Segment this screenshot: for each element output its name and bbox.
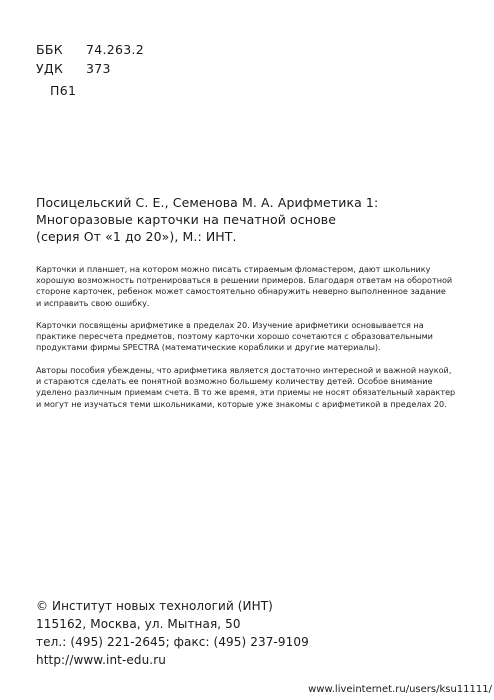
paragraph-line: продуктами фирмы SPECTRA (математические кораблики и другие материалы). — [36, 342, 381, 353]
paragraph-line: Авторы пособия убеждены, что арифметика является достаточно интересной и важной наукой, — [36, 365, 452, 375]
bibliographic-line: Многоразовые карточки на печатной основе — [36, 212, 337, 227]
bibliographic-description — [36, 194, 378, 245]
publisher-imprint — [36, 597, 309, 669]
paragraph-line: хорошую возможность потренироваться в решении примеров. Благодаря ответам на оборотной — [36, 275, 453, 286]
bbk-value: 74.263.2 — [86, 42, 145, 57]
udk-value: 373 — [86, 61, 111, 76]
paragraph-line: стороне карточек, ребенок может самостоятельно обнаружить неверно выполненное задание — [36, 286, 446, 297]
bibliographic-line: (серия От «1 до 20»), М.: ИНТ. — [36, 229, 237, 244]
annotation-paragraph-1 — [36, 264, 452, 309]
annotation-paragraph-3 — [36, 365, 455, 410]
paragraph-line: Карточки и планшет, на котором можно писать стираемым фломастером, дают школьнику — [36, 264, 431, 274]
udk-label: УДК — [36, 61, 64, 76]
paragraph-line: уделено различным приемам счета. В то же время, эти приемы не носят обязательный характер — [36, 387, 456, 398]
bbk-row — [36, 42, 196, 58]
paragraph-line: и исправить свою ошибку. — [36, 297, 150, 308]
paragraph-line: Карточки посвящены арифметике в пределах 20. Изучение арифметики основывается на — [36, 320, 424, 330]
bbk-label: ББК — [36, 42, 63, 57]
annotation-paragraph-2 — [36, 320, 433, 354]
publisher-address: 115162, Москва, ул. Мытная, 50 — [36, 617, 241, 631]
publisher-phone: тел.: (495) 221-2645; факс: (495) 237-9109 — [36, 635, 309, 649]
paragraph-line: практике пересчета предметов, поэтому карточки хорошо сочетаются с образовательными — [36, 331, 433, 342]
udk-row — [36, 61, 196, 77]
publisher-name: © Институт новых технологий (ИНТ) — [36, 599, 273, 613]
publisher-url[interactable]: http://www.int-edu.ru — [36, 653, 166, 667]
paragraph-line: и стараются сделать ее понятной возможно большему количеству детей. Особое внимание — [36, 376, 433, 387]
bibliographic-line: Посицельский С. Е., Семенова М. А. Арифметика 1: — [36, 195, 379, 210]
watermark-url: www.liveinternet.ru/users/ksu11111/ — [308, 684, 492, 695]
paragraph-line: и могут не изучаться теми школьниками, которые уже знакомы с арифметикой в пределах 20. — [36, 398, 447, 409]
author-mark: П61 — [50, 83, 77, 98]
